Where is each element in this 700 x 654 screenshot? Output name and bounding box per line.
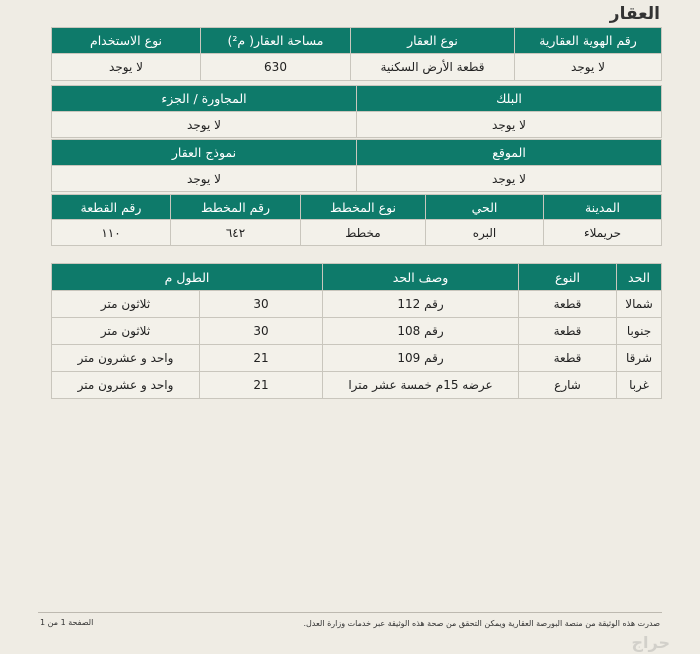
value-neighborhood-part: لا يوجد <box>52 112 357 138</box>
footer-note: صدرت هذه الوثيقة من منصة البورصة العقارية ويمكن التحقق من صحة هذه الوثيقة عبر خدمات وزارة العدل. <box>303 619 660 628</box>
header-block: البلك <box>357 86 662 112</box>
header-boundary-type: النوع <box>519 264 617 291</box>
value-district: البره <box>426 220 544 246</box>
header-property-type: نوع العقار <box>351 28 515 54</box>
boundary-type: قطعة <box>519 291 617 318</box>
table-row <box>52 318 662 345</box>
header-property-model: نموذج العقار <box>52 140 357 166</box>
boundary-type: قطعة <box>519 318 617 345</box>
table-row <box>52 345 662 372</box>
value-block: لا يوجد <box>357 112 662 138</box>
boundary-description: رقم 112 <box>323 291 519 318</box>
boundary-type: قطعة <box>519 345 617 372</box>
value-usage-type: لا يوجد <box>52 54 201 81</box>
page-number: الصفحة 1 من 1 <box>40 618 94 627</box>
value-property-area: 630 <box>201 54 351 81</box>
header-city: المدينة <box>544 195 662 220</box>
boundary-side: شرقا <box>617 345 662 372</box>
page-title: العقار <box>609 4 660 24</box>
header-neighborhood-part: المجاورة / الجزء <box>52 86 357 112</box>
header-boundary-length: الطول م <box>52 264 323 291</box>
header-location: الموقع <box>357 140 662 166</box>
boundary-side: جنوبا <box>617 318 662 345</box>
location-table <box>51 139 662 192</box>
boundary-length-text: ثلاثون متر <box>52 318 200 345</box>
table-row <box>52 291 662 318</box>
city-table <box>51 194 662 246</box>
header-district: الحي <box>426 195 544 220</box>
value-property-model: لا يوجد <box>52 166 357 192</box>
watermark: حراج <box>631 633 670 652</box>
block-table <box>51 85 662 138</box>
boundary-length: 21 <box>200 372 323 399</box>
header-property-id: رقم الهوية العقارية <box>515 28 662 54</box>
boundary-length: 21 <box>200 345 323 372</box>
table-row <box>52 372 662 399</box>
boundary-length: 30 <box>200 318 323 345</box>
value-city: حريملاء <box>544 220 662 246</box>
header-plan-number: رقم المخطط <box>171 195 301 220</box>
value-property-id: لا يوجد <box>515 54 662 81</box>
boundary-length-text: واحد و عشرون متر <box>52 345 200 372</box>
header-boundary-description: وصف الحد <box>323 264 519 291</box>
value-property-type: قطعة الأرض السكنية <box>351 54 515 81</box>
property-info-table <box>51 27 662 81</box>
boundary-description: رقم 109 <box>323 345 519 372</box>
value-plan-number: ٦٤٢ <box>171 220 301 246</box>
boundary-side: شمالا <box>617 291 662 318</box>
header-plan-type: نوع المخطط <box>301 195 426 220</box>
value-plot-number: ١١٠ <box>52 220 171 246</box>
header-plot-number: رقم القطعة <box>52 195 171 220</box>
header-boundary-side: الحد <box>617 264 662 291</box>
value-location: لا يوجد <box>357 166 662 192</box>
boundary-length-text: واحد و عشرون متر <box>52 372 200 399</box>
boundary-side: غربا <box>617 372 662 399</box>
header-property-area: مساحة العقار( م²) <box>201 28 351 54</box>
boundary-description: رقم 108 <box>323 318 519 345</box>
boundary-length: 30 <box>200 291 323 318</box>
boundaries-table <box>51 263 662 399</box>
boundary-length-text: ثلاثون متر <box>52 291 200 318</box>
header-usage-type: نوع الاستخدام <box>52 28 201 54</box>
boundary-description: عرضه 15م خمسة عشر مترا <box>323 372 519 399</box>
value-plan-type: مخطط <box>301 220 426 246</box>
footer-divider <box>38 612 662 613</box>
boundary-type: شارع <box>519 372 617 399</box>
